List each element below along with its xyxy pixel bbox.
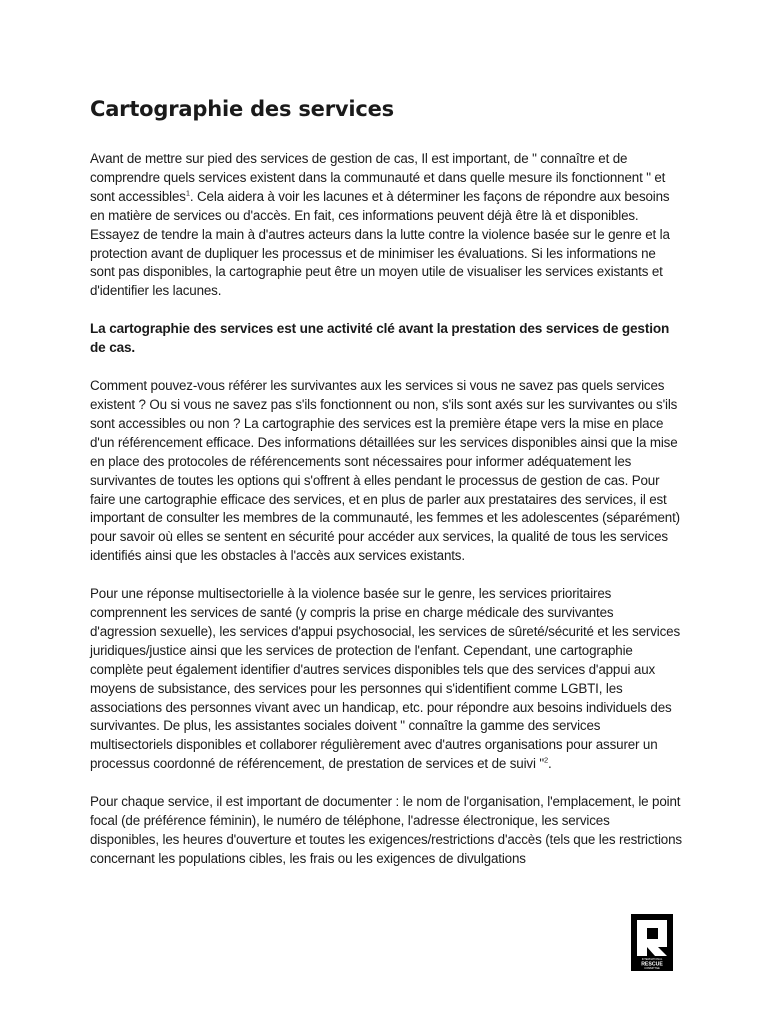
footnote-ref-1: 1 (185, 188, 190, 198)
irc-logo-line2: RESCUE (641, 961, 663, 968)
irc-logo-line3: COMMITTEE (644, 967, 660, 970)
irc-logo-mark (631, 914, 673, 971)
paragraph-multisector-text-b: . (547, 756, 552, 772)
paragraph-intro (90, 150, 682, 301)
lead-statement: La cartographie des services est une activité clé avant la prestation des services de gestion de cas. (90, 321, 670, 356)
paragraph-referral: Comment pouvez-vous référer les survivantes aux les services si vous ne savez pas quels services existent ? Ou si vous ne savez pas s'ils fonctionnent ou non, s'ils sont axés sur les survivantes ou s'ils sont accessibles ou non ? La cartographie des services est la première étape vers la mise en place d'un référencement efficace. Des informations détaillées sur les services disponibles ainsi que la mise en place des protocoles de référencements sont nécessaires pour informer adéquatement les survivantes de toutes les options qui s'offrent à elles pendant le processus de gestion de cas. Pour faire une cartographie efficace des services, et en plus de parler aux prestataires des services, il est important de consulter les membres de la communauté, les femmes et les adolescentes (séparément) pour savoir où elles se sentent en sécurité pour accéder aux services, la qualité de tous les services identifiés ainsi que les obstacles à l'accès aux services existants. (90, 378, 680, 564)
document-page (90, 94, 682, 888)
paragraph-documentation: Pour chaque service, il est important de documenter : le nom de l'organisation, l'emplacement, le point focal (de préférence féminin), le numéro de téléphone, l'adresse électronique, les services disponibles, les heures d'ouverture et toutes les exigences/restrictions d'accès (tels que les restrictions concernant les populations cibles, les frais ou les exigences de divulgations (90, 794, 682, 866)
page-title: Cartographie des services (90, 97, 394, 121)
irc-logo-line1: INTERNATIONAL (641, 958, 663, 961)
paragraph-multisector (90, 585, 682, 774)
footnote-ref-2: 2 (543, 755, 548, 765)
irc-logo (631, 914, 673, 971)
paragraph-intro-text-a: Avant de mettre sur pied des services de gestion de cas, Il est important, de " connaître et de comprendre quels services existent dans la communauté et dans quelle mesure ils fonctionnent " et sont accessibles (90, 151, 666, 204)
paragraph-multisector-text-a: Pour une réponse multisectorielle à la violence basée sur le genre, les services prioritaires comprennent les services de santé (y compris la prise en charge médicale des survivantes d'agression sexuelle), les services d'appui psychosocial, les services de sûreté/sécurité et les services juridiques/justice ainsi que les services de protection de l'enfant. Cependant, une cartographie complète peut également identifier d'autres services disponibles tels que des services d'appui aux moyens de subsistance, des services pour les personnes qui s'identifient comme LGBTI, les associations des personnes vivant avec un handicap, etc. pour répondre aux besoins individuels des survivantes. De plus, les assistantes sociales doivent " connaître la gamme des services multisectoriels disponibles et collaborer régulièrement avec d'autres organisations pour assurer un processus coordonné de référencement, de prestation de services et de suivi " (90, 586, 680, 772)
paragraph-intro-text-b: . Cela aidera à voir les lacunes et à déterminer les façons de répondre aux besoins en matière de services ou d'accès. En fait, ces informations peuvent déjà être là et disponibles. Essayez de tendre la main à d'autres acteurs dans la lutte contre la violence basée sur le genre et la protection avant de dupliquer les processus et de minimiser les évaluations. Si les informations ne sont pas disponibles, la cartographie peut être un moyen utile de visualiser les services existants et d'identifier les lacunes. (90, 188, 670, 299)
